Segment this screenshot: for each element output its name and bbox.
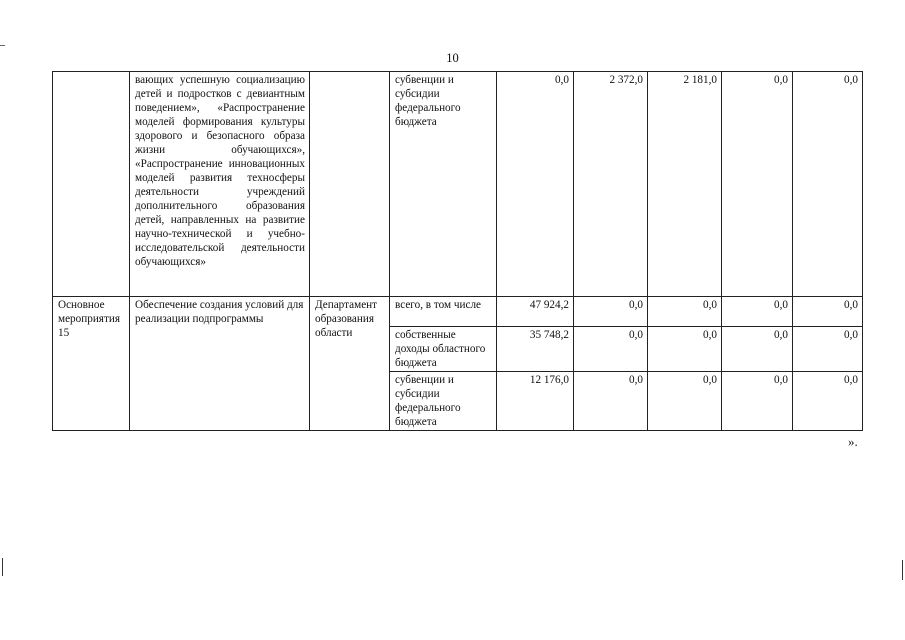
amount-cell: 0,0 — [793, 327, 863, 372]
amount-cell: 0,0 — [722, 372, 793, 431]
executor-cell — [310, 72, 390, 297]
funding-source-cell: субвенции и субсидии федерального бюджета — [390, 372, 497, 431]
measure-description-cell: вающих успешную социализацию детей и подростков с девиантным поведением», «Распространение моделей формирования культуры здорового и безопасного образа жизни обучающихся», «Распространение инновационных моделей развития техносферы деятельности учреждений дополнительного образования детей, направленных на развитие научно-технической и учебно-исследовательской деятельности обучающихся» — [130, 72, 310, 297]
measure-cell — [53, 72, 130, 297]
amount-cell: 2 372,0 — [574, 72, 648, 297]
amount-cell: 0,0 — [722, 327, 793, 372]
measure-description-cell: Обеспечение создания условий для реализации подпрограммы — [130, 297, 310, 431]
table-row — [53, 72, 863, 297]
closing-quote-mark: ». — [848, 434, 858, 449]
executor-cell: Департамент образования области — [310, 297, 390, 431]
amount-cell: 0,0 — [648, 327, 722, 372]
amount-cell: 0,0 — [793, 372, 863, 431]
amount-cell: 12 176,0 — [497, 372, 574, 431]
funding-source-cell: всего, в том числе — [390, 297, 497, 327]
page-number: 10 — [446, 51, 459, 65]
amount-cell: 35 748,2 — [497, 327, 574, 372]
amount-cell: 0,0 — [648, 372, 722, 431]
amount-cell: 0,0 — [722, 72, 793, 297]
amount-cell: 0,0 — [793, 297, 863, 327]
amount-cell: 0,0 — [793, 72, 863, 297]
amount-cell: 0,0 — [574, 327, 648, 372]
amount-cell: 0,0 — [497, 72, 574, 297]
amount-cell: 0,0 — [574, 372, 648, 431]
amount-cell: 2 181,0 — [648, 72, 722, 297]
scan-edge-mark — [2, 558, 3, 576]
funding-source-cell: субвенции и субсидии федерального бюджета — [390, 72, 497, 297]
amount-cell: 0,0 — [648, 297, 722, 327]
scan-edge-mark — [0, 45, 5, 46]
measure-cell: Основное мероприятия 15 — [53, 297, 130, 431]
program-table — [52, 71, 863, 431]
funding-source-cell: собственные доходы областного бюджета — [390, 327, 497, 372]
table-row — [53, 297, 863, 327]
scan-edge-mark — [902, 560, 903, 580]
amount-cell: 0,0 — [722, 297, 793, 327]
amount-cell: 47 924,2 — [497, 297, 574, 327]
amount-cell: 0,0 — [574, 297, 648, 327]
